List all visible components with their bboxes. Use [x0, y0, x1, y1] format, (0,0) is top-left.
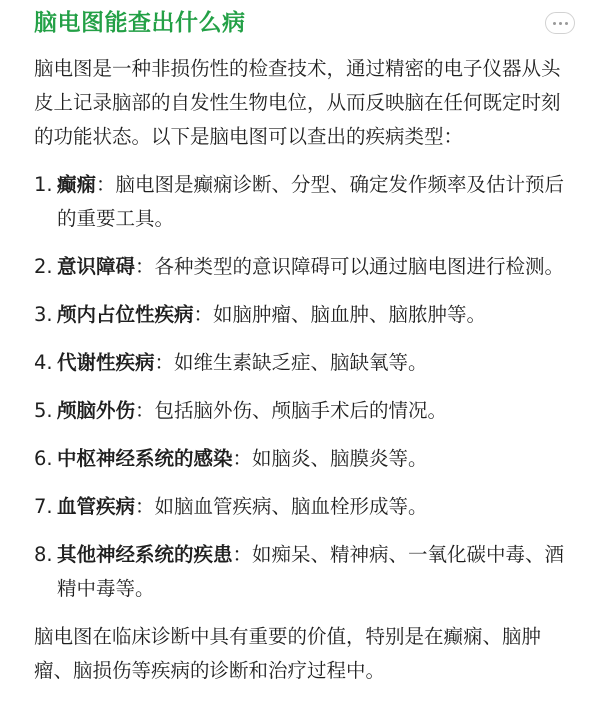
disease-description: ：如脑炎、脑膜炎等。 [232, 447, 428, 470]
disease-term: 血管疾病 [57, 495, 136, 518]
list-item [34, 346, 566, 380]
list-item-number: 1. [34, 173, 53, 196]
more-horizontal-icon [553, 22, 556, 25]
disease-term: 其他神经系统的疾患 [57, 543, 233, 566]
list-item-number: 2. [34, 255, 53, 278]
disease-term: 代谢性疾病 [57, 351, 155, 374]
list-item [34, 168, 566, 236]
list-item-number: 7. [34, 495, 53, 518]
list-item [34, 298, 566, 332]
disease-description: ：如维生素缺乏症、脑缺氧等。 [154, 351, 428, 374]
disease-description: ：脑电图是癫痫诊断、分型、确定发作频率及估计预后的重要工具。 [57, 173, 565, 230]
list-item [34, 538, 566, 606]
disease-list [34, 168, 566, 606]
list-item-number: 6. [34, 447, 53, 470]
page-title: 脑电图能查出什么病 [34, 10, 246, 36]
list-item [34, 442, 566, 476]
disease-description: ：包括脑外伤、颅脑手术后的情况。 [135, 399, 448, 422]
closing-paragraph: 脑电图在临床诊断中具有重要的价值，特别是在癫痫、脑肿瘤、脑损伤等疾病的诊断和治疗过程中。 [34, 625, 542, 682]
disease-description: ：如痴呆、精神病、一氧化碳中毒、酒精中毒等。 [57, 543, 565, 600]
intro-paragraph: 脑电图是一种非损伤性的检查技术，通过精密的电子仪器从头皮上记录脑部的自发性生物电位，从而反映脑在任何既定时刻的功能状态。以下是脑电图可以查出的疾病类型： [34, 57, 561, 148]
disease-term: 颅脑外伤 [57, 399, 136, 422]
list-item [34, 490, 566, 524]
disease-description: ：如脑肿瘤、脑血肿、脑脓肿等。 [193, 303, 487, 326]
list-item-number: 3. [34, 303, 53, 326]
list-item-number: 5. [34, 399, 53, 422]
list-item-number: 4. [34, 351, 53, 374]
disease-term: 颅内占位性疾病 [57, 303, 194, 326]
list-item [34, 250, 566, 284]
answer-content [34, 52, 566, 688]
more-horizontal-icon [559, 22, 562, 25]
disease-description: ：如脑血管疾病、脑血栓形成等。 [135, 495, 428, 518]
more-options-button[interactable] [545, 12, 575, 34]
disease-term: 癫痫 [57, 173, 97, 196]
disease-description: ：各种类型的意识障碍可以通过脑电图进行检测。 [135, 255, 565, 278]
list-item [34, 394, 566, 428]
more-horizontal-icon [565, 22, 568, 25]
disease-term: 中枢神经系统的感染 [57, 447, 233, 470]
list-item-number: 8. [34, 543, 53, 566]
disease-term: 意识障碍 [57, 255, 136, 278]
